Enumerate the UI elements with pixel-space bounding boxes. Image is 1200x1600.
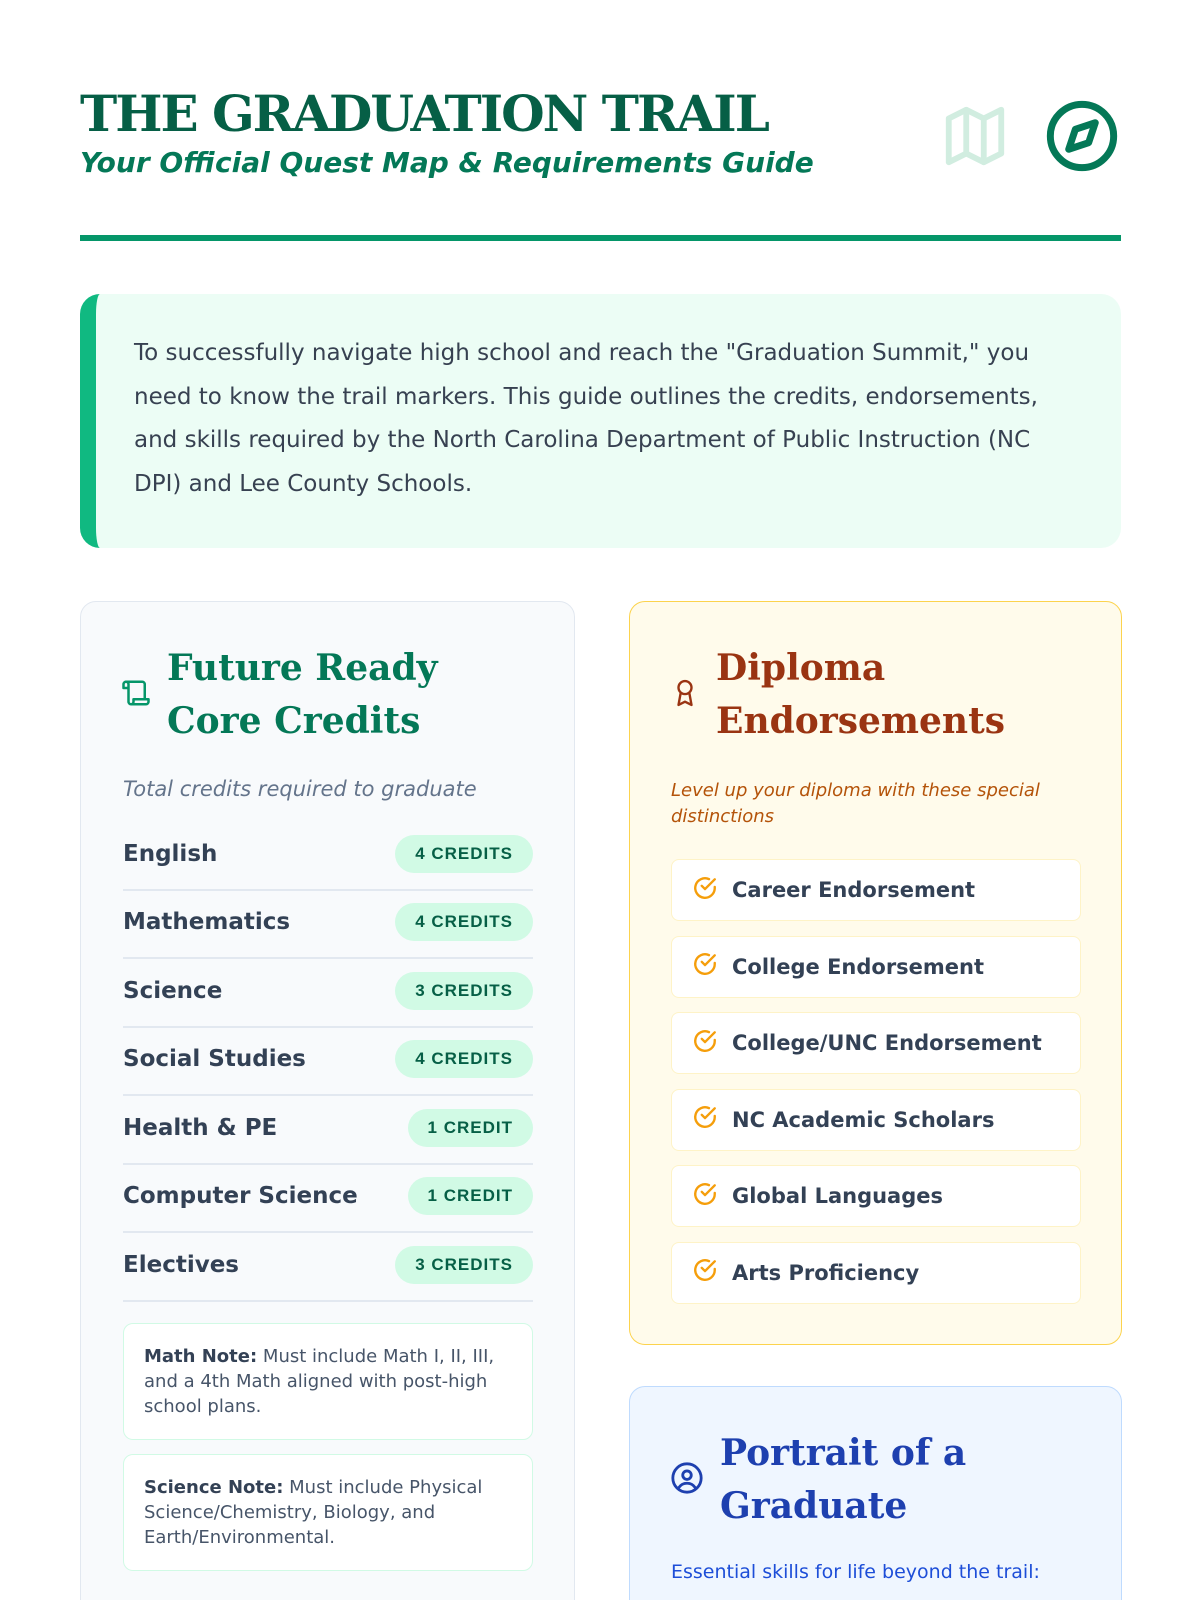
endorsement-label: Global Languages bbox=[732, 1184, 944, 1208]
science-note-text: Must include Physical Science/Chemistry, Biology, and Earth/Environmental. bbox=[144, 1477, 483, 1548]
credit-subject: English bbox=[123, 840, 218, 867]
check-circle-icon bbox=[692, 1028, 718, 1059]
portrait-title: Portrait of a Graduate bbox=[720, 1432, 967, 1527]
math-note-label: Math Note: bbox=[144, 1346, 258, 1367]
endorsement-item bbox=[671, 936, 1081, 998]
credit-subject: Health & PE bbox=[123, 1114, 278, 1141]
endorsement-label: NC Academic Scholars bbox=[732, 1107, 995, 1132]
endorsement-label: College/UNC Endorsement bbox=[732, 1031, 1042, 1055]
credit-badge: 3 CREDITS bbox=[395, 1246, 533, 1284]
credit-row bbox=[123, 1096, 533, 1165]
check-circle-icon bbox=[692, 1257, 718, 1288]
credit-subject: Electives bbox=[123, 1251, 239, 1278]
endorsements-subtitle: Level up your diploma with these special distinctions bbox=[671, 780, 1040, 827]
endorsement-item bbox=[671, 1089, 1081, 1151]
endorsements-title: Diploma Endorsements bbox=[716, 647, 1006, 742]
endorsement-item bbox=[671, 859, 1081, 921]
award-icon bbox=[672, 677, 698, 714]
credit-row bbox=[123, 822, 533, 891]
check-circle-icon bbox=[692, 951, 718, 982]
compass-icon bbox=[1044, 98, 1120, 179]
endorsement-label: College Endorsement bbox=[732, 954, 985, 979]
science-note bbox=[123, 1454, 533, 1571]
credit-badge: 4 CREDITS bbox=[395, 1040, 533, 1078]
page-title: THE GRADUATION TRAIL bbox=[80, 84, 768, 143]
user-circle-icon bbox=[670, 1461, 704, 1500]
credit-badge: 3 CREDITS bbox=[395, 972, 533, 1010]
intro-callout bbox=[80, 294, 1121, 548]
endorsements-card bbox=[629, 601, 1122, 1345]
map-icon bbox=[940, 101, 1010, 176]
check-circle-icon bbox=[692, 875, 718, 906]
credit-badge: 4 CREDITS bbox=[395, 835, 533, 873]
credit-list bbox=[123, 822, 533, 1302]
portrait-subtitle: Essential skills for life beyond the trail: bbox=[671, 1561, 1040, 1583]
portrait-card bbox=[629, 1386, 1122, 1600]
page-header bbox=[80, 84, 1120, 240]
header-icons bbox=[940, 98, 1120, 179]
endorsements-header bbox=[672, 642, 1016, 748]
endorsement-label: Arts Proficiency bbox=[732, 1260, 920, 1285]
credit-subject: Mathematics bbox=[123, 909, 291, 936]
credit-badge: 1 CREDIT bbox=[408, 1177, 533, 1215]
core-credits-header bbox=[121, 642, 537, 748]
core-credits-card bbox=[80, 601, 575, 1600]
credit-row bbox=[123, 1165, 533, 1234]
credit-subject: Science bbox=[123, 977, 223, 1004]
endorsement-item bbox=[671, 1242, 1081, 1304]
check-circle-icon bbox=[692, 1104, 718, 1135]
endorsement-list bbox=[671, 859, 1081, 1318]
core-credits-title: Future Ready Core Credits bbox=[167, 647, 438, 742]
endorsement-label: Career Endorsement bbox=[732, 878, 976, 902]
endorsement-item bbox=[671, 1012, 1081, 1074]
math-note bbox=[123, 1323, 533, 1440]
credit-badge: 1 CREDIT bbox=[408, 1109, 533, 1147]
endorsement-item bbox=[671, 1165, 1081, 1227]
scroll-icon bbox=[121, 678, 151, 713]
credit-row bbox=[123, 1028, 533, 1097]
check-circle-icon bbox=[692, 1181, 718, 1212]
credit-badge: 4 CREDITS bbox=[395, 903, 533, 941]
portrait-header bbox=[670, 1427, 1020, 1533]
credit-row bbox=[123, 959, 533, 1028]
header-divider bbox=[80, 235, 1121, 241]
science-note-label: Science Note: bbox=[144, 1477, 284, 1498]
credit-subject: Social Studies bbox=[123, 1046, 306, 1073]
credit-subject: Computer Science bbox=[123, 1183, 358, 1210]
math-note-text: Must include Math I, II, III, and a 4th Math aligned with post-high school plans. bbox=[144, 1346, 495, 1417]
page-subtitle: Your Official Quest Map & Requirements Guide bbox=[80, 146, 814, 179]
intro-text: To successfully navigate high school and reach the "Graduation Summit," you need to know the trail markers. This guide outlines the credits, endorsements, and skills required by the North Carolina Department of Public Instruction (NC DPI) and Lee County Schools. bbox=[134, 340, 1038, 497]
credit-row bbox=[123, 891, 533, 960]
core-credits-subtitle: Total credits required to graduate bbox=[123, 777, 477, 801]
credit-row bbox=[123, 1233, 533, 1302]
